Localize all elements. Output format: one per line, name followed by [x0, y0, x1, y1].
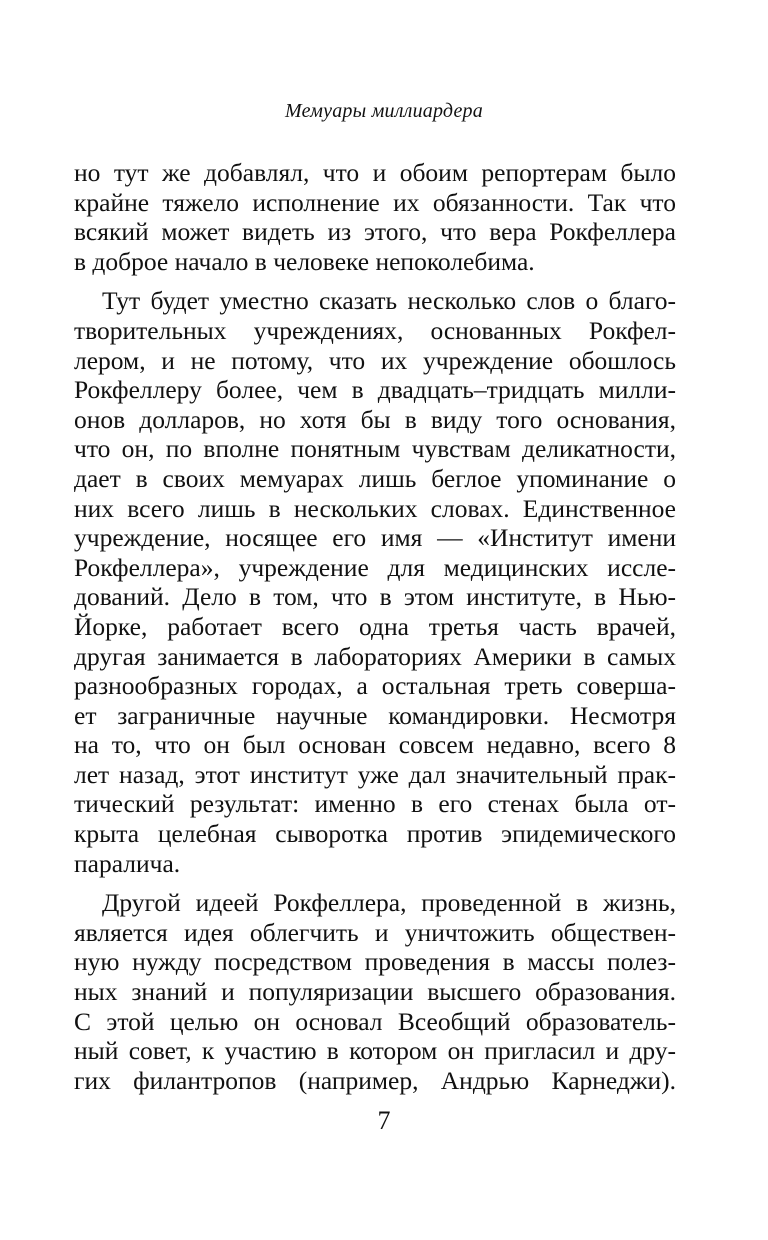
- text-line: тический результат: именно в его стенах была от-: [74, 789, 676, 819]
- text-line: крыта целебная сыворотка против эпидемического: [74, 819, 676, 849]
- text-line: ную нужду посредством проведения в массы полез-: [74, 947, 676, 977]
- text-line: С этой целью он основал Всеобщий образователь-: [74, 1006, 676, 1036]
- text-line: дований. Дело в том, что в этом институте, в Нью-: [74, 582, 676, 612]
- paragraph-gap: [74, 276, 676, 286]
- text-line: всякий может видеть из этого, что вера Рокфеллера: [74, 217, 676, 247]
- page-number: 7: [377, 1106, 391, 1135]
- body-text: [74, 158, 676, 1095]
- text-line: ных знаний и популяризации высшего образования.: [74, 977, 676, 1007]
- text-line: Рокфеллеру более, чем в двадцать–тридцать милли-: [74, 375, 676, 405]
- running-title: Мемуары миллиардера: [285, 100, 483, 122]
- text-line: ет заграничные научные командировки. Несмотря: [74, 700, 676, 730]
- paragraph: [74, 286, 676, 878]
- text-line: паралича.: [74, 848, 181, 878]
- text-line: другая занимается в лабораториях Америки в самых: [74, 641, 676, 671]
- text-line: ный совет, к участию в котором он пригласил и дру-: [74, 1036, 676, 1066]
- text-line: учреждение, носящее его имя — «Институт имени: [74, 523, 676, 553]
- text-line: онов долларов, но хотя бы в виду того основания,: [74, 404, 676, 434]
- text-line: в доброе начало в человеке непоколебима.: [74, 246, 535, 276]
- text-line: Йорке, работает всего одна третья часть врачей,: [74, 611, 676, 641]
- text-line: что он, по вполне понятным чувствам деликатности,: [74, 434, 676, 464]
- text-line: дает в своих мемуарах лишь беглое упоминание о: [74, 463, 676, 493]
- paragraph-gap: [74, 878, 676, 888]
- text-line: Рокфеллера», учреждение для медицинских иссле-: [74, 552, 676, 582]
- text-line: на то, что он был основан совсем недавно, всего 8: [74, 730, 676, 760]
- text-line: разнообразных городах, а остальная треть соверша-: [74, 671, 676, 701]
- text-line: Тут будет уместно сказать несколько слов о благо-: [102, 286, 676, 316]
- text-line: крайне тяжело исполнение их обязанности. Так что: [74, 187, 676, 217]
- text-line: но тут же добавлял, что и обоим репортерам было: [74, 158, 676, 187]
- paragraph: [74, 888, 676, 1095]
- paragraph: [74, 158, 676, 276]
- text-line: является идея облегчить и уничтожить обществен-: [74, 917, 676, 947]
- text-line: гих филантропов (например, Андрью Карнеджи).: [74, 1065, 676, 1095]
- text-line: лером, и не потому, что их учреждение обошлось: [74, 345, 676, 375]
- text-line: лет назад, этот институт уже дал значительный прак-: [74, 759, 676, 789]
- text-line: творительных учреждениях, основанных Рокфел-: [74, 315, 676, 345]
- text-line: них всего лишь в нескольких словах. Единственное: [74, 493, 676, 523]
- text-line: Другой идеей Рокфеллера, проведенной в жизнь,: [102, 888, 676, 918]
